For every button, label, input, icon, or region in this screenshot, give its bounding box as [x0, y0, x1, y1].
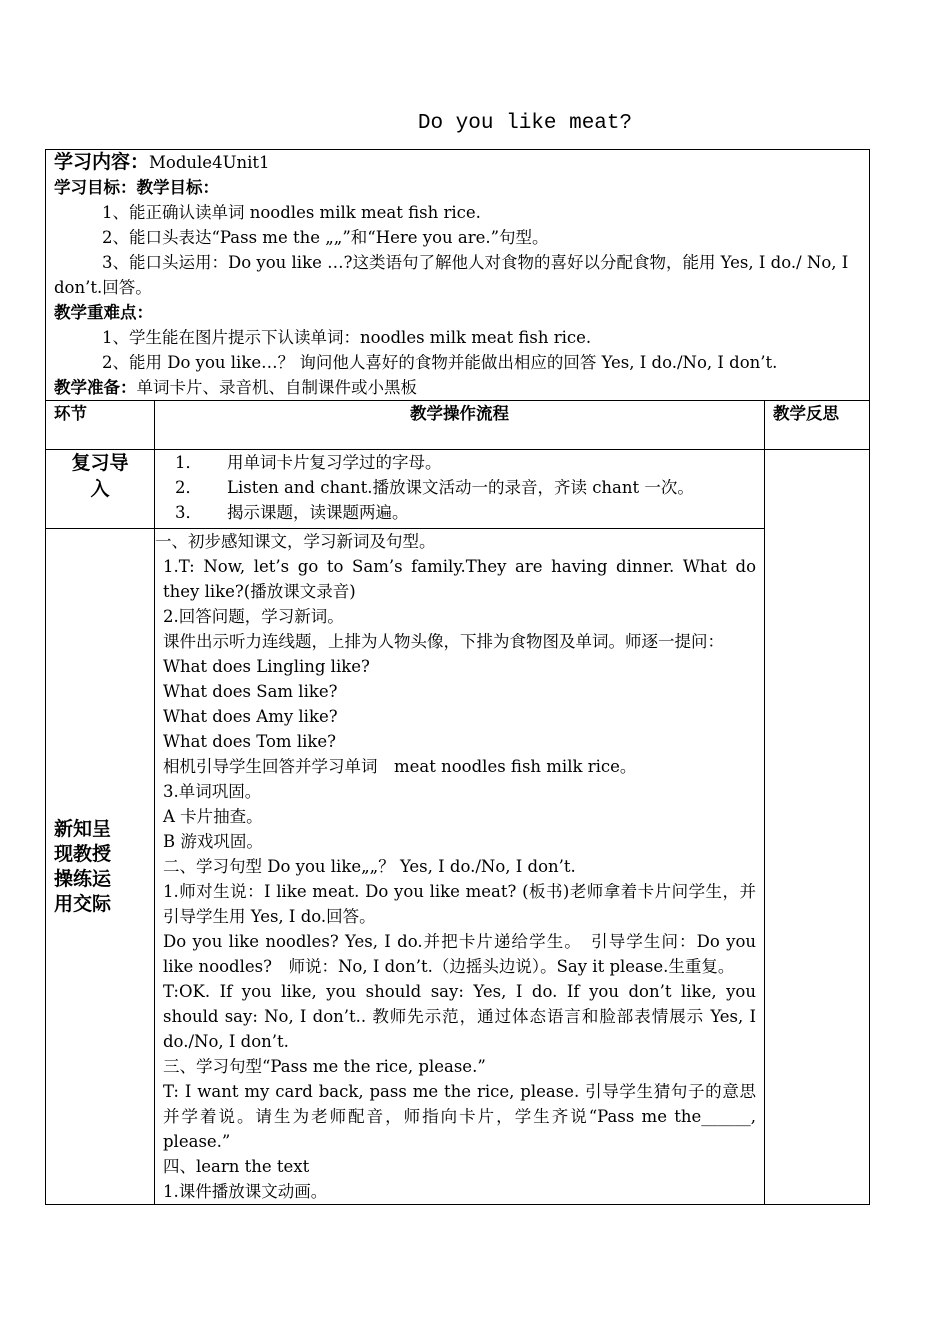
content-line: What does Lingling like? — [163, 657, 370, 676]
col-header-process: 教学操作流程 — [155, 401, 765, 450]
content-line: 1.师对生说：I like meat. Do you like meat? (板书)老师拿着卡片问学生，并引导学生用 Yes, I do.回答。 — [163, 882, 756, 926]
content-line: A 卡片抽查。 — [163, 807, 263, 826]
reflection-cell — [765, 450, 870, 1205]
header-cell — [46, 150, 870, 401]
goal-item: 2、能口头表达“Pass me the „„”和“Here you are.”句型。 — [102, 228, 549, 247]
section-row-review — [46, 450, 870, 529]
section-label-cell — [46, 529, 155, 1205]
content-line: B 游戏巩固。 — [163, 832, 263, 851]
prep-label: 教学准备： — [54, 378, 137, 397]
list-item: 2． Listen and chant.播放课文活动一的录音，齐读 chant 一次。 — [175, 478, 694, 497]
list-item: 1． 用单词卡片复习学过的字母。 — [175, 453, 442, 472]
content-line: T:OK. If you like, you should say: Yes, I do. If you don’t like, you should say: No, I don’t.. 教师先示范，通过体态语言和脸部表情展示 Yes, I do./No, I don’t. — [163, 982, 756, 1051]
section-label: 新知呈现教授操练运用交际 — [54, 817, 112, 915]
col-header-stage: 环节 — [46, 401, 155, 450]
content-line: 相机引导学生回答并学习单词 meat noodles fish milk rice。 — [163, 757, 637, 776]
content-line: T: I want my card back, pass me the rice, please. 引导学生猜句子的意思并学着说。请生为老师配音，师指向卡片，学生齐说“Pass me the______, please.” — [163, 1082, 756, 1151]
section-row-new — [46, 529, 870, 1205]
review-list — [163, 450, 756, 525]
content-value: Module4Unit1 — [149, 153, 270, 172]
content-line: 1.T: Now, let’s go to Sam’s family.They are having dinner. What do they like?(播放课文录音) — [163, 557, 756, 601]
content-line: 课件出示听力连线题，上排为人物头像，下排为食物图及单词。师逐一提问： — [163, 632, 724, 651]
section-content-cell — [155, 450, 765, 529]
content-line: 四、learn the text — [163, 1157, 310, 1176]
content-line: What does Sam like? — [163, 682, 338, 701]
section-label: 复习导入 — [71, 452, 129, 500]
content-line: Do you like noodles? Yes, I do.并把卡片递给学生。 引导学生问：Do you like noodles? 师说：No, I don’t.（边摇头边说）。Say it please.生重复。 — [163, 932, 756, 976]
goal-item: 3、能口头运用：Do you like …?这类语句了解他人对食物的喜好以分配食物，能用 Yes, I do./ No, I don’t.回答。 — [54, 253, 849, 297]
content-line: What does Tom like? — [163, 732, 336, 751]
page-title: Do you like meat? — [417, 112, 633, 135]
content-line: 一、初步感知课文，学习新词及句型。 — [155, 532, 436, 551]
lesson-plan-table — [45, 149, 870, 1205]
keypoint-item: 1、学生能在图片提示下认读单词：noodles milk meat fish rice. — [102, 328, 592, 347]
goal-item: 1、能正确认读单词 noodles milk meat fish rice. — [102, 203, 481, 222]
goals-label: 学习目标：教学目标： — [54, 178, 219, 197]
col-header-reflection: 教学反思 — [765, 401, 870, 450]
content-label: 学习内容： — [54, 151, 150, 173]
content-line: 3.单词巩固。 — [163, 782, 262, 801]
content-line: 二、学习句型 Do you like„„？ Yes, I do./No, I don’t. — [163, 857, 576, 876]
prep-value: 单词卡片、录音机、自制课件或小黑板 — [136, 378, 417, 397]
content-line: 1.课件播放课文动画。 — [163, 1182, 328, 1201]
header-row — [46, 150, 870, 401]
content-line: 三、学习句型“Pass me the rice, please.” — [163, 1057, 486, 1076]
list-item: 3． 揭示课题，读课题两遍。 — [175, 503, 409, 522]
content-line: What does Amy like? — [163, 707, 338, 726]
section-label-cell — [46, 450, 155, 529]
keypoint-item: 2、能用 Do you like…？ 询问他人喜好的食物并能做出相应的回答 Yes, I do./No, I don’t. — [102, 353, 778, 372]
column-header-row — [46, 401, 870, 450]
keypoints-label: 教学重难点： — [54, 303, 153, 322]
section-content-cell — [155, 529, 765, 1205]
content-line: 2.回答问题，学习新词。 — [163, 607, 344, 626]
